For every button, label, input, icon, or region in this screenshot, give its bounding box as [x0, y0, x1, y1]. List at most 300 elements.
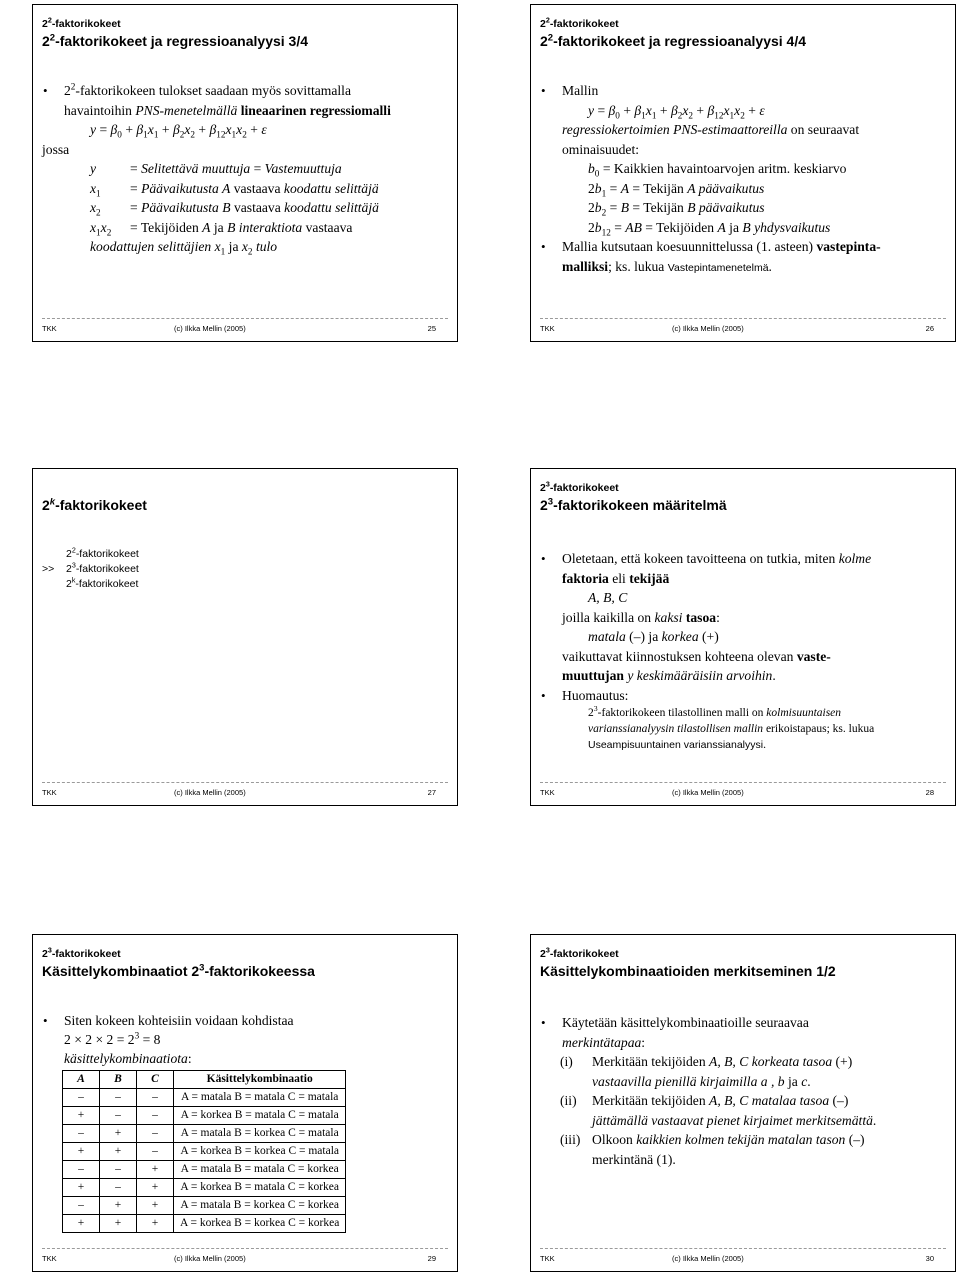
text-run: 1 — [601, 188, 607, 199]
text-run: = — [606, 180, 621, 196]
text-run: Mallin — [562, 83, 599, 98]
page-number: 28 — [925, 788, 934, 797]
text-run: Vastepintamenetelmä — [667, 261, 769, 274]
text-line — [540, 569, 945, 589]
table-cell: + — [63, 1179, 100, 1197]
text-run: β — [707, 102, 715, 118]
text-run: faktoria — [562, 570, 609, 586]
definition-text — [130, 198, 379, 218]
text-run: Käsittelykombinaatiot 2 — [42, 963, 200, 979]
section-label — [42, 18, 121, 30]
footer-org: TKK — [42, 324, 57, 333]
table-cell: + — [100, 1215, 137, 1233]
text-run: 2 — [42, 33, 50, 49]
text-run: lineaarinen regressiomalli — [240, 102, 391, 118]
slide-title — [42, 497, 451, 513]
text-run: 12 — [216, 129, 226, 140]
text-run: 3 — [593, 704, 598, 714]
slide-footer — [42, 782, 448, 798]
agenda-item — [42, 547, 447, 562]
numbered-item — [540, 1091, 945, 1111]
text-run: 3 — [47, 946, 52, 955]
text-run: b — [594, 219, 602, 235]
text-run: eli — [608, 570, 630, 586]
text-run: kaksi — [654, 609, 683, 625]
text-run: ; ks. lukua — [608, 258, 668, 274]
text-run: 2 — [42, 18, 48, 30]
text-run: Mallia kutsutaan koesuunnittelussa (1. asteen) — [562, 239, 817, 254]
slide-body — [540, 81, 945, 278]
formula — [42, 120, 447, 140]
text-run: b — [594, 200, 602, 215]
text-run: -faktorikokeet — [549, 482, 619, 494]
text-run: ja — [210, 219, 228, 235]
note-line — [540, 705, 945, 721]
table-cell: + — [100, 1143, 137, 1161]
text-run: x — [90, 200, 97, 215]
text-run: y — [588, 102, 595, 118]
table-header-cell: Käsittelykombinaatio — [174, 1071, 346, 1089]
item-number: (iii) — [560, 1132, 581, 1147]
text-run: 1 — [729, 110, 735, 121]
text-run: 2 — [547, 32, 554, 44]
agenda-text — [66, 577, 138, 592]
text-run: k — [71, 576, 76, 585]
text-run: β — [608, 102, 616, 118]
text-run: 2 — [601, 207, 607, 218]
text-run: vastaava — [302, 219, 353, 235]
bullet-item — [42, 81, 447, 101]
text-run: 2 — [545, 16, 550, 25]
text-run: 3 — [547, 496, 554, 508]
text-run: erikoistapaus; ks. lukua — [763, 723, 875, 735]
text-run: : — [716, 609, 720, 625]
table-cell: – — [63, 1197, 100, 1215]
text-run: + — [656, 102, 671, 118]
definition-row — [42, 218, 447, 238]
text-run: b — [594, 180, 602, 196]
text-run: 2 — [588, 219, 595, 235]
table-cell: – — [100, 1107, 137, 1125]
table-cell: + — [137, 1161, 174, 1179]
text-run: Huomautus: — [562, 687, 629, 703]
table-cell: + — [137, 1179, 174, 1197]
text-run: B — [620, 200, 629, 215]
text-run: ε — [261, 122, 267, 137]
text-line — [42, 237, 447, 257]
text-line — [540, 627, 945, 647]
text-run: Päävaikutusta A — [141, 180, 231, 196]
text-run: 1 — [96, 188, 101, 199]
table-cell: A = matala B = korkea C = matala — [174, 1125, 346, 1143]
text-run: 3 — [199, 962, 205, 974]
text-run: jättämällä vastaavat pienet kirjaimet merkitsemättä — [592, 1112, 873, 1128]
text-run: + — [158, 122, 173, 137]
text-line — [42, 101, 447, 121]
text-line — [42, 1049, 447, 1068]
table-cell: + — [137, 1197, 174, 1215]
bullet-item — [540, 1013, 945, 1033]
text-run: Siten kokeen kohteisiin voidaan kohdistaa — [64, 1013, 294, 1028]
text-run: . — [768, 258, 772, 274]
text-run: koodattujen selittäjien — [90, 239, 215, 254]
text-run: Selitettävä muuttuja — [141, 161, 251, 176]
footer-copyright: (c) Ilkka Mellin (2005) — [174, 324, 246, 333]
text-run: tasoa — [685, 609, 717, 625]
table-row — [63, 1179, 346, 1197]
table-cell: A = matala B = matala C = matala — [174, 1089, 346, 1107]
text-run: matala — [588, 629, 626, 644]
table-row — [63, 1161, 346, 1179]
text-run: x — [734, 102, 741, 118]
slide-title — [42, 963, 451, 979]
text-run: varianssianalyysin tilastollisen mallin — [588, 723, 764, 735]
text-run: β — [670, 102, 678, 118]
table-cell: + — [100, 1125, 137, 1143]
table-row — [63, 1215, 346, 1233]
text-run: 2 — [688, 110, 694, 121]
text-run: 12 — [714, 110, 724, 121]
text-run: koodattu selittäjä — [283, 180, 379, 196]
definition-term — [90, 218, 130, 238]
definition-term — [90, 159, 130, 179]
text-run: 1 — [651, 110, 657, 121]
property-line — [540, 218, 945, 238]
table-cell: A = korkea B = korkea C = korkea — [174, 1215, 346, 1233]
slide-29 — [32, 934, 458, 1272]
text-run: muuttujan — [562, 668, 624, 683]
text-run: Oletetaan, että kokeen tavoitteena on tutkia, miten — [562, 551, 839, 566]
slide-30 — [530, 934, 956, 1272]
text-run: 2 — [66, 548, 72, 560]
page-number: 25 — [427, 324, 436, 333]
text-run: β — [136, 122, 144, 137]
text-line — [540, 608, 945, 628]
text-run: x — [214, 239, 221, 254]
text-run: -faktorikokeessa — [204, 963, 315, 979]
table-header-cell: B — [100, 1071, 137, 1089]
text-run: Merkitään tekijöiden — [592, 1093, 710, 1108]
numbered-item — [540, 1052, 945, 1072]
slide-27 — [32, 468, 458, 806]
text-run: 1 — [641, 110, 646, 121]
text-run: = — [130, 200, 142, 215]
text-run: β — [634, 102, 642, 118]
text-run: A — [202, 219, 211, 235]
text-run: vaste- — [796, 648, 831, 664]
text-line — [42, 140, 447, 160]
table-cell: + — [137, 1215, 174, 1233]
text-run: 0 — [615, 110, 620, 121]
text-run: -faktorikokeet — [75, 578, 139, 590]
text-run: (–) ja — [625, 629, 662, 644]
item-text — [592, 1130, 865, 1150]
text-run: 2 — [677, 110, 683, 121]
definition-row — [42, 179, 447, 199]
footer-org: TKK — [42, 1254, 57, 1263]
text-run: B päävaikutus — [687, 200, 765, 215]
table-row — [63, 1089, 346, 1107]
slide-28 — [530, 468, 956, 806]
text-run: + — [121, 122, 137, 137]
text-run: = — [606, 200, 621, 215]
text-run: malliksi — [562, 258, 609, 274]
text-run: -faktorikokeen tilastollinen malli on — [597, 707, 767, 719]
footer-org: TKK — [540, 1254, 555, 1263]
text-run: 2 × 2 × 2 = 2 — [64, 1032, 135, 1047]
page-number: 27 — [427, 788, 436, 797]
text-run: Käytetään käsittelykombinaatioille seuraavaa — [562, 1015, 809, 1030]
table-cell: A = matala B = matala C = korkea — [174, 1161, 346, 1179]
text-run: joilla kaikilla on — [562, 609, 655, 625]
text-run: 2 — [106, 227, 112, 238]
text-run: = Tekijän — [629, 200, 688, 215]
text-run: 2 — [64, 83, 71, 98]
table-row — [63, 1125, 346, 1143]
definition-text — [130, 159, 342, 179]
bullet-item — [42, 1011, 447, 1030]
text-run: B yhdysvaikutus — [742, 219, 831, 235]
text-run: . — [872, 1112, 877, 1128]
property-line — [540, 159, 945, 179]
definition-term — [90, 179, 130, 199]
text-run: 2 — [42, 948, 48, 960]
text-run: 2 — [540, 948, 546, 960]
text-run: -faktorikokeet — [51, 948, 121, 960]
text-run: -faktorikokeet — [55, 497, 147, 513]
text-run: ja — [784, 1073, 802, 1089]
text-run: 12 — [601, 227, 611, 238]
text-run: tekijää — [629, 570, 670, 586]
table-row — [63, 1107, 346, 1125]
text-run: ominaisuudet: — [562, 141, 640, 157]
text-run: kolme — [838, 551, 872, 566]
text-run: A, B, C — [588, 590, 628, 605]
text-run: korkea — [661, 629, 699, 644]
text-run: x — [90, 219, 97, 235]
table-cell: A = korkea B = matala C = matala — [174, 1107, 346, 1125]
text-run: y keskimääräisiin arvoihin — [627, 668, 773, 683]
text-run: 1 — [231, 129, 237, 140]
text-run: + — [744, 102, 760, 118]
text-run: -faktorikokeet — [549, 18, 619, 30]
text-run: (+) — [832, 1054, 853, 1069]
text-run: vaikuttavat kiinnostuksen kohteena olevan — [562, 648, 797, 664]
item-text — [592, 1052, 852, 1072]
text-run: A, B, C korkeata tasoa — [709, 1054, 833, 1069]
text-run: x — [682, 102, 689, 118]
table-header-cell: C — [137, 1071, 174, 1089]
slide-footer — [42, 1248, 448, 1264]
item-continuation — [540, 1150, 945, 1170]
text-run: 2 — [47, 16, 52, 25]
text-run: 2 — [66, 578, 72, 590]
text-run: 0 — [117, 129, 122, 140]
text-run: -faktorikokeet — [75, 563, 139, 575]
note-line — [540, 737, 945, 753]
table-cell: + — [63, 1215, 100, 1233]
text-run: 2 — [71, 546, 76, 555]
text-line — [540, 257, 945, 279]
section-label — [540, 948, 619, 960]
text-line — [540, 666, 945, 686]
text-run: 1 — [96, 227, 101, 238]
text-run: (–) — [845, 1132, 865, 1147]
text-run: A päävaikutus — [687, 180, 765, 196]
text-run: x — [100, 219, 107, 235]
text-run: = — [610, 219, 626, 235]
text-run: = Tekijöiden — [130, 219, 203, 235]
text-run: havaintoihin — [64, 102, 136, 118]
footer-copyright: (c) Ilkka Mellin (2005) — [672, 788, 744, 797]
agenda-text — [66, 562, 139, 577]
text-run: = — [130, 180, 142, 196]
text-run: 2 — [740, 110, 745, 121]
footer-org: TKK — [540, 788, 555, 797]
text-run: kolmisuuntaisen — [766, 707, 842, 719]
text-run: 3 — [71, 561, 76, 570]
text-run: ε — [759, 102, 765, 118]
text-run: 3 — [545, 480, 550, 489]
text-run: -faktorikokeet ja regressioanalyysi 4/4 — [553, 33, 807, 49]
text-run: A — [620, 180, 629, 196]
text-run: 2 — [70, 81, 76, 92]
slide-title — [540, 33, 949, 49]
text-line — [540, 588, 945, 608]
text-run: k — [49, 496, 56, 508]
text-run: on seuraavat — [787, 122, 860, 137]
note-line — [540, 721, 945, 737]
table-cell: – — [63, 1089, 100, 1107]
slide-body — [42, 81, 447, 257]
page-number: 30 — [925, 1254, 934, 1263]
text-run: 2 — [588, 707, 594, 719]
text-run: vastaava — [230, 200, 285, 215]
text-run: x — [184, 122, 191, 137]
text-run: 2 — [179, 129, 185, 140]
text-run: tulo — [252, 239, 278, 254]
slide-26 — [530, 4, 956, 342]
slide-body — [42, 547, 447, 592]
text-run: A, B, C matalaa tasoa — [709, 1093, 830, 1108]
slide-footer — [42, 318, 448, 334]
text-run: = — [594, 102, 609, 118]
definition-row — [42, 159, 447, 179]
item-number: (ii) — [560, 1093, 577, 1108]
text-run: . — [807, 1073, 811, 1089]
table-cell: + — [100, 1197, 137, 1215]
page-number: 29 — [427, 1254, 436, 1263]
property-line — [540, 179, 945, 199]
slide-title — [42, 33, 451, 49]
text-run: -faktorikokeet — [51, 18, 121, 30]
text-run: vastaava — [230, 180, 284, 196]
text-run: vastaavilla pienillä kirjaimilla a , b — [592, 1073, 785, 1089]
text-run: y — [90, 122, 97, 137]
text-run: Useampisuuntainen varianssianalyysi — [588, 739, 764, 751]
agenda-marker — [42, 547, 66, 562]
text-run: = — [96, 122, 111, 137]
text-run: AB — [625, 219, 642, 235]
footer-copyright: (c) Ilkka Mellin (2005) — [672, 1254, 744, 1263]
text-run: -faktorikokeen määritelmä — [553, 497, 727, 513]
table-cell: – — [63, 1125, 100, 1143]
text-run: (+) — [698, 629, 719, 644]
table-cell: – — [137, 1107, 174, 1125]
text-run: jossa — [42, 141, 70, 157]
bullet-item — [540, 81, 945, 101]
text-run: β — [209, 122, 217, 137]
text-run: -faktorikokeet — [549, 948, 619, 960]
property-line — [540, 198, 945, 218]
section-label — [540, 18, 619, 30]
text-run: x — [225, 122, 232, 137]
table-cell: + — [63, 1143, 100, 1161]
definition-text — [130, 179, 379, 199]
text-run: 2 — [247, 246, 253, 257]
footer-copyright: (c) Ilkka Mellin (2005) — [672, 324, 744, 333]
text-run: = Tekijän — [629, 180, 688, 196]
text-run: y — [90, 161, 97, 176]
text-run: 3 — [134, 1030, 140, 1041]
text-run: (–) — [829, 1093, 849, 1108]
text-run: 2 — [540, 482, 546, 494]
slide-title — [540, 497, 949, 513]
text-run: koodattu selittäjä — [284, 200, 379, 215]
section-label — [540, 482, 619, 494]
text-run: 2 — [540, 33, 548, 49]
section-label — [42, 948, 121, 960]
text-run: x — [241, 239, 248, 254]
text-run: 1 — [153, 129, 159, 140]
text-run: Päävaikutusta B — [141, 200, 231, 215]
text-run: : — [641, 1034, 646, 1050]
text-run: : — [187, 1051, 192, 1066]
footer-copyright: (c) Ilkka Mellin (2005) — [174, 1254, 246, 1263]
text-run: merkintätapaa — [562, 1034, 642, 1050]
table-cell: – — [100, 1179, 137, 1197]
agenda-marker — [42, 577, 66, 592]
table-row — [63, 1197, 346, 1215]
slide-footer — [540, 318, 946, 334]
text-run: Vastemuuttuja — [264, 161, 342, 176]
text-run: -faktorikokeet — [75, 548, 139, 560]
text-run: β — [110, 122, 118, 137]
text-run: merkintänä (1). — [592, 1151, 676, 1167]
combination-table — [62, 1070, 346, 1233]
slide-footer — [540, 1248, 946, 1264]
text-run: x — [236, 122, 243, 137]
slide-body — [42, 1011, 447, 1233]
text-run: + — [246, 122, 262, 137]
text-run: x — [723, 102, 730, 118]
table-cell: + — [63, 1107, 100, 1125]
definition-term — [90, 198, 130, 218]
footer-copyright: (c) Ilkka Mellin (2005) — [174, 788, 246, 797]
table-cell: – — [63, 1161, 100, 1179]
slide-25 — [32, 4, 458, 342]
table-cell: – — [137, 1089, 174, 1107]
table-cell: A = matala B = korkea C = korkea — [174, 1197, 346, 1215]
slide-title — [540, 963, 949, 979]
text-run: 0 — [594, 168, 600, 179]
table-cell: – — [100, 1161, 137, 1179]
bullet-item — [540, 237, 945, 257]
item-continuation — [540, 1072, 945, 1092]
text-run: 2 — [242, 129, 247, 140]
text-run: c — [801, 1073, 808, 1089]
text-run: + — [195, 122, 210, 137]
